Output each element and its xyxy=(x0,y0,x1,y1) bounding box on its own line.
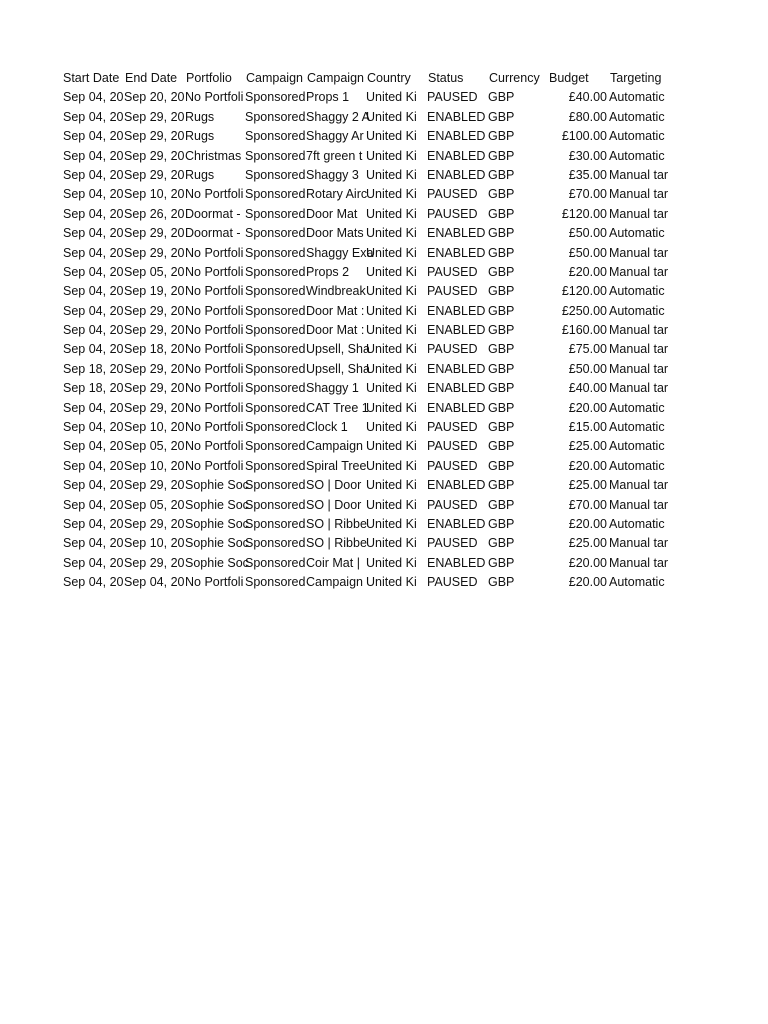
start-date-cell: Sep 04, 20 xyxy=(63,90,124,105)
budget-cell: £25.00 xyxy=(568,536,607,551)
end-date-cell: Sep 05, 20 xyxy=(124,439,185,454)
campaign-type-cell: Sponsored xyxy=(245,129,306,144)
campaign-cell: SO | Door xyxy=(306,497,362,512)
start-date-cell: Sep 04, 20 xyxy=(63,400,124,415)
campaign-cell: Props 2 xyxy=(306,264,350,279)
start-date-cell: Sep 04, 20 xyxy=(63,129,124,144)
table-row xyxy=(63,108,667,127)
country-cell: United Ki xyxy=(366,439,417,454)
start-date-cell: Sep 04, 20 xyxy=(63,284,124,299)
campaign-type-cell: Sponsored xyxy=(245,323,306,338)
targeting-cell: Automatic xyxy=(609,400,665,415)
start-date-cell: Sep 04, 20 xyxy=(63,167,124,182)
portfolio-cell: Rugs xyxy=(185,167,215,182)
currency-cell: GBP xyxy=(488,516,515,531)
budget-cell: £80.00 xyxy=(568,109,607,124)
header-end-date: End Date xyxy=(125,71,178,85)
table-row xyxy=(63,496,667,515)
end-date-cell: Sep 29, 20 xyxy=(124,303,185,318)
end-date-cell: Sep 29, 20 xyxy=(124,109,185,124)
header-currency: Currency xyxy=(489,71,540,85)
spreadsheet-table xyxy=(63,69,667,593)
budget-cell: £20.00 xyxy=(568,555,607,570)
end-date-cell: Sep 29, 20 xyxy=(124,555,185,570)
currency-cell: GBP xyxy=(488,497,515,512)
campaign-type-cell: Sponsored xyxy=(245,478,306,493)
start-date-cell: Sep 18, 20 xyxy=(63,381,124,396)
start-date-cell: Sep 04, 20 xyxy=(63,516,124,531)
targeting-cell: Manual tar xyxy=(609,381,669,396)
status-cell: PAUSED xyxy=(427,206,478,221)
currency-cell: GBP xyxy=(488,323,515,338)
currency-cell: GBP xyxy=(488,536,515,551)
end-date-cell: Sep 18, 20 xyxy=(124,342,185,357)
table-row xyxy=(63,185,667,204)
table-row xyxy=(63,573,667,592)
header-start-date: Start Date xyxy=(63,71,120,85)
campaign-type-cell: Sponsored xyxy=(245,497,306,512)
country-cell: United Ki xyxy=(366,381,417,396)
portfolio-cell: No Portfoli xyxy=(185,90,244,105)
portfolio-cell: No Portfoli xyxy=(185,400,244,415)
portfolio-cell: No Portfoli xyxy=(185,264,244,279)
status-cell: PAUSED xyxy=(427,536,478,551)
start-date-cell: Sep 04, 20 xyxy=(63,206,124,221)
campaign-type-cell: Sponsored xyxy=(245,555,306,570)
table-row xyxy=(63,457,667,476)
targeting-cell: Automatic xyxy=(609,109,665,124)
campaign-cell: SO | Ribbe xyxy=(306,536,367,551)
country-cell: United Ki xyxy=(366,536,417,551)
table-row xyxy=(63,437,667,456)
targeting-cell: Manual tar xyxy=(609,497,669,512)
currency-cell: GBP xyxy=(488,187,515,202)
currency-cell: GBP xyxy=(488,458,515,473)
country-cell: United Ki xyxy=(366,458,417,473)
status-cell: ENABLED xyxy=(427,109,486,124)
table-row xyxy=(63,379,667,398)
budget-cell: £25.00 xyxy=(568,478,607,493)
table-row xyxy=(63,476,667,495)
campaign-type-cell: Sponsored xyxy=(245,420,306,435)
table-row xyxy=(63,282,667,301)
header-campaign: Campaign xyxy=(307,71,364,85)
campaign-cell: Upsell, Sha xyxy=(306,361,370,376)
budget-cell: £30.00 xyxy=(568,148,607,163)
country-cell: United Ki xyxy=(366,187,417,202)
currency-cell: GBP xyxy=(488,206,515,221)
budget-cell: £50.00 xyxy=(568,226,607,241)
campaign-type-cell: Sponsored xyxy=(245,536,306,551)
table-row xyxy=(63,321,667,340)
targeting-cell: Automatic xyxy=(609,439,665,454)
targeting-cell: Manual tar xyxy=(609,206,669,221)
header-targeting: Targeting xyxy=(610,71,662,85)
campaign-cell: Door Mats xyxy=(306,226,364,241)
targeting-cell: Automatic xyxy=(609,575,665,590)
country-cell: United Ki xyxy=(366,109,417,124)
country-cell: United Ki xyxy=(366,303,417,318)
table-row xyxy=(63,147,667,166)
country-cell: United Ki xyxy=(366,516,417,531)
country-cell: United Ki xyxy=(366,129,417,144)
portfolio-cell: Doormat - xyxy=(185,226,241,241)
start-date-cell: Sep 04, 20 xyxy=(63,245,124,260)
currency-cell: GBP xyxy=(488,129,515,144)
campaign-cell: Campaign xyxy=(306,439,363,454)
start-date-cell: Sep 04, 20 xyxy=(63,323,124,338)
table-row xyxy=(63,554,667,573)
campaign-type-cell: Sponsored xyxy=(245,516,306,531)
end-date-cell: Sep 29, 20 xyxy=(124,129,185,144)
campaign-cell: Windbreak xyxy=(306,284,366,299)
table-row xyxy=(63,127,667,146)
campaign-cell: Campaign xyxy=(306,575,363,590)
start-date-cell: Sep 04, 20 xyxy=(63,226,124,241)
campaign-type-cell: Sponsored xyxy=(245,575,306,590)
end-date-cell: Sep 29, 20 xyxy=(124,400,185,415)
budget-cell: £250.00 xyxy=(561,303,607,318)
end-date-cell: Sep 29, 20 xyxy=(124,478,185,493)
targeting-cell: Manual tar xyxy=(609,264,669,279)
currency-cell: GBP xyxy=(488,245,515,260)
campaign-cell: Props 1 xyxy=(306,90,350,105)
budget-cell: £100.00 xyxy=(561,129,607,144)
status-cell: ENABLED xyxy=(427,516,486,531)
end-date-cell: Sep 29, 20 xyxy=(124,148,185,163)
start-date-cell: Sep 04, 20 xyxy=(63,439,124,454)
currency-cell: GBP xyxy=(488,420,515,435)
campaign-type-cell: Sponsored xyxy=(245,90,306,105)
campaign-cell: SO | Ribbe xyxy=(306,516,367,531)
targeting-cell: Automatic xyxy=(609,458,665,473)
status-cell: PAUSED xyxy=(427,420,478,435)
country-cell: United Ki xyxy=(366,167,417,182)
budget-cell: £160.00 xyxy=(561,323,607,338)
end-date-cell: Sep 10, 20 xyxy=(124,536,185,551)
status-cell: ENABLED xyxy=(427,226,486,241)
table-row xyxy=(63,340,667,359)
campaign-type-cell: Sponsored xyxy=(245,458,306,473)
status-cell: PAUSED xyxy=(427,497,478,512)
targeting-cell: Manual tar xyxy=(609,342,669,357)
portfolio-cell: Sophie Soc xyxy=(185,536,249,551)
campaign-type-cell: Sponsored xyxy=(245,245,306,260)
header-status: Status xyxy=(428,71,464,85)
country-cell: United Ki xyxy=(366,342,417,357)
status-cell: PAUSED xyxy=(427,458,478,473)
portfolio-cell: No Portfoli xyxy=(185,420,244,435)
campaign-type-cell: Sponsored xyxy=(245,303,306,318)
table-row xyxy=(63,224,667,243)
status-cell: PAUSED xyxy=(427,264,478,279)
end-date-cell: Sep 04, 20 xyxy=(124,575,185,590)
targeting-cell: Automatic xyxy=(609,226,665,241)
campaign-cell: Door Mat xyxy=(306,206,358,221)
portfolio-cell: No Portfoli xyxy=(185,187,244,202)
budget-cell: £120.00 xyxy=(561,206,607,221)
campaign-cell: Upsell, Sha xyxy=(306,342,370,357)
status-cell: PAUSED xyxy=(427,575,478,590)
currency-cell: GBP xyxy=(488,109,515,124)
country-cell: United Ki xyxy=(366,206,417,221)
end-date-cell: Sep 29, 20 xyxy=(124,361,185,376)
table-row xyxy=(63,244,667,263)
country-cell: United Ki xyxy=(366,497,417,512)
start-date-cell: Sep 04, 20 xyxy=(63,420,124,435)
header-budget: Budget xyxy=(549,71,589,85)
targeting-cell: Manual tar xyxy=(609,478,669,493)
campaign-type-cell: Sponsored xyxy=(245,361,306,376)
portfolio-cell: No Portfoli xyxy=(185,342,244,357)
start-date-cell: Sep 04, 20 xyxy=(63,458,124,473)
targeting-cell: Manual tar xyxy=(609,167,669,182)
status-cell: PAUSED xyxy=(427,284,478,299)
campaign-type-cell: Sponsored xyxy=(245,109,306,124)
portfolio-cell: No Portfoli xyxy=(185,381,244,396)
currency-cell: GBP xyxy=(488,226,515,241)
campaign-cell: SO | Door xyxy=(306,478,362,493)
targeting-cell: Automatic xyxy=(609,284,665,299)
campaign-type-cell: Sponsored xyxy=(245,439,306,454)
campaign-cell: CAT Tree 1 xyxy=(306,400,369,415)
campaign-type-cell: Sponsored xyxy=(245,381,306,396)
campaign-cell: Door Mat : xyxy=(306,323,365,338)
targeting-cell: Automatic xyxy=(609,516,665,531)
targeting-cell: Automatic xyxy=(609,90,665,105)
budget-cell: £15.00 xyxy=(568,420,607,435)
currency-cell: GBP xyxy=(488,342,515,357)
end-date-cell: Sep 10, 20 xyxy=(124,187,185,202)
country-cell: United Ki xyxy=(366,478,417,493)
end-date-cell: Sep 26, 20 xyxy=(124,206,185,221)
campaign-type-cell: Sponsored xyxy=(245,342,306,357)
start-date-cell: Sep 04, 20 xyxy=(63,109,124,124)
currency-cell: GBP xyxy=(488,555,515,570)
table-row xyxy=(63,534,667,553)
budget-cell: £20.00 xyxy=(568,516,607,531)
budget-cell: £120.00 xyxy=(561,284,607,299)
targeting-cell: Automatic xyxy=(609,303,665,318)
targeting-cell: Automatic xyxy=(609,420,665,435)
status-cell: ENABLED xyxy=(427,245,486,260)
start-date-cell: Sep 04, 20 xyxy=(63,187,124,202)
currency-cell: GBP xyxy=(488,303,515,318)
portfolio-cell: No Portfoli xyxy=(185,575,244,590)
budget-cell: £20.00 xyxy=(568,400,607,415)
end-date-cell: Sep 29, 20 xyxy=(124,245,185,260)
start-date-cell: Sep 04, 20 xyxy=(63,497,124,512)
table-row xyxy=(63,205,667,224)
campaign-cell: Clock 1 xyxy=(306,420,348,435)
start-date-cell: Sep 04, 20 xyxy=(63,342,124,357)
currency-cell: GBP xyxy=(488,167,515,182)
status-cell: ENABLED xyxy=(427,381,486,396)
portfolio-cell: Doormat - xyxy=(185,206,241,221)
portfolio-cell: Sophie Soc xyxy=(185,555,249,570)
portfolio-cell: No Portfoli xyxy=(185,458,244,473)
status-cell: ENABLED xyxy=(427,478,486,493)
status-cell: PAUSED xyxy=(427,90,478,105)
start-date-cell: Sep 04, 20 xyxy=(63,148,124,163)
country-cell: United Ki xyxy=(366,284,417,299)
start-date-cell: Sep 04, 20 xyxy=(63,303,124,318)
end-date-cell: Sep 05, 20 xyxy=(124,264,185,279)
targeting-cell: Manual tar xyxy=(609,323,669,338)
campaign-cell: Spiral Tree xyxy=(306,458,367,473)
status-cell: ENABLED xyxy=(427,303,486,318)
currency-cell: GBP xyxy=(488,148,515,163)
start-date-cell: Sep 04, 20 xyxy=(63,264,124,279)
campaign-type-cell: Sponsored xyxy=(245,167,306,182)
currency-cell: GBP xyxy=(488,575,515,590)
currency-cell: GBP xyxy=(488,400,515,415)
portfolio-cell: Sophie Soc xyxy=(185,478,249,493)
status-cell: PAUSED xyxy=(427,342,478,357)
portfolio-cell: Sophie Soc xyxy=(185,497,249,512)
targeting-cell: Automatic xyxy=(609,129,665,144)
campaign-type-cell: Sponsored xyxy=(245,187,306,202)
country-cell: United Ki xyxy=(366,90,417,105)
table-row xyxy=(63,515,667,534)
targeting-cell: Manual tar xyxy=(609,245,669,260)
country-cell: United Ki xyxy=(366,245,417,260)
portfolio-cell: No Portfoli xyxy=(185,439,244,454)
portfolio-cell: No Portfoli xyxy=(185,245,244,260)
country-cell: United Ki xyxy=(366,264,417,279)
portfolio-cell: Rugs xyxy=(185,129,215,144)
start-date-cell: Sep 04, 20 xyxy=(63,536,124,551)
status-cell: PAUSED xyxy=(427,439,478,454)
country-cell: United Ki xyxy=(366,148,417,163)
end-date-cell: Sep 10, 20 xyxy=(124,420,185,435)
campaign-cell: Coir Mat | xyxy=(306,555,360,570)
currency-cell: GBP xyxy=(488,439,515,454)
budget-cell: £50.00 xyxy=(568,361,607,376)
status-cell: ENABLED xyxy=(427,148,486,163)
budget-cell: £20.00 xyxy=(568,458,607,473)
campaign-type-cell: Sponsored xyxy=(245,148,306,163)
country-cell: United Ki xyxy=(366,361,417,376)
campaign-type-cell: Sponsored xyxy=(245,206,306,221)
country-cell: United Ki xyxy=(366,400,417,415)
portfolio-cell: Sophie Soc xyxy=(185,516,249,531)
campaign-cell: Door Mat : xyxy=(306,303,365,318)
campaign-cell: Shaggy 2 A xyxy=(306,109,370,124)
currency-cell: GBP xyxy=(488,264,515,279)
country-cell: United Ki xyxy=(366,323,417,338)
table-row xyxy=(63,302,667,321)
start-date-cell: Sep 04, 20 xyxy=(63,478,124,493)
campaign-cell: Shaggy 3 xyxy=(306,167,359,182)
table-row xyxy=(63,399,667,418)
end-date-cell: Sep 05, 20 xyxy=(124,497,185,512)
end-date-cell: Sep 19, 20 xyxy=(124,284,185,299)
status-cell: ENABLED xyxy=(427,361,486,376)
budget-cell: £20.00 xyxy=(568,264,607,279)
budget-cell: £70.00 xyxy=(568,497,607,512)
table-row xyxy=(63,263,667,282)
portfolio-cell: No Portfoli xyxy=(185,361,244,376)
portfolio-cell: Christmas xyxy=(185,148,242,163)
campaign-cell: Shaggy Ar xyxy=(306,129,364,144)
targeting-cell: Automatic xyxy=(609,148,665,163)
country-cell: United Ki xyxy=(366,575,417,590)
budget-cell: £20.00 xyxy=(568,575,607,590)
campaign-type-cell: Sponsored xyxy=(245,284,306,299)
campaign-cell: Rotary Airc xyxy=(306,187,368,202)
campaign-cell: 7ft green t xyxy=(306,148,363,163)
budget-cell: £40.00 xyxy=(568,90,607,105)
header-portfolio: Portfolio xyxy=(186,71,232,85)
budget-cell: £35.00 xyxy=(568,167,607,182)
status-cell: PAUSED xyxy=(427,187,478,202)
country-cell: United Ki xyxy=(366,420,417,435)
currency-cell: GBP xyxy=(488,90,515,105)
targeting-cell: Manual tar xyxy=(609,555,669,570)
start-date-cell: Sep 04, 20 xyxy=(63,575,124,590)
status-cell: ENABLED xyxy=(427,555,486,570)
header-row xyxy=(63,69,667,88)
table-row xyxy=(63,418,667,437)
portfolio-cell: No Portfoli xyxy=(185,284,244,299)
budget-cell: £25.00 xyxy=(568,439,607,454)
country-cell: United Ki xyxy=(366,555,417,570)
table-row xyxy=(63,166,667,185)
budget-cell: £75.00 xyxy=(568,342,607,357)
end-date-cell: Sep 29, 20 xyxy=(124,381,185,396)
status-cell: ENABLED xyxy=(427,167,486,182)
table-row xyxy=(63,360,667,379)
currency-cell: GBP xyxy=(488,478,515,493)
country-cell: United Ki xyxy=(366,226,417,241)
currency-cell: GBP xyxy=(488,284,515,299)
header-campaign-type: Campaign xyxy=(246,71,303,85)
portfolio-cell: No Portfoli xyxy=(185,323,244,338)
targeting-cell: Manual tar xyxy=(609,187,669,202)
table-row xyxy=(63,88,667,107)
end-date-cell: Sep 29, 20 xyxy=(124,226,185,241)
campaign-type-cell: Sponsored xyxy=(245,400,306,415)
campaign-cell: Shaggy Exa xyxy=(306,245,374,260)
status-cell: ENABLED xyxy=(427,400,486,415)
status-cell: ENABLED xyxy=(427,129,486,144)
budget-cell: £40.00 xyxy=(568,381,607,396)
portfolio-cell: Rugs xyxy=(185,109,215,124)
header-country: Country xyxy=(367,71,411,85)
start-date-cell: Sep 04, 20 xyxy=(63,555,124,570)
currency-cell: GBP xyxy=(488,361,515,376)
end-date-cell: Sep 10, 20 xyxy=(124,458,185,473)
end-date-cell: Sep 29, 20 xyxy=(124,516,185,531)
start-date-cell: Sep 18, 20 xyxy=(63,361,124,376)
end-date-cell: Sep 20, 20 xyxy=(124,90,185,105)
campaign-type-cell: Sponsored xyxy=(245,226,306,241)
budget-cell: £50.00 xyxy=(568,245,607,260)
end-date-cell: Sep 29, 20 xyxy=(124,323,185,338)
targeting-cell: Manual tar xyxy=(609,536,669,551)
targeting-cell: Manual tar xyxy=(609,361,669,376)
campaign-cell: Shaggy 1 xyxy=(306,381,359,396)
campaign-type-cell: Sponsored xyxy=(245,264,306,279)
table-body xyxy=(63,88,667,592)
end-date-cell: Sep 29, 20 xyxy=(124,167,185,182)
portfolio-cell: No Portfoli xyxy=(185,303,244,318)
status-cell: ENABLED xyxy=(427,323,486,338)
budget-cell: £70.00 xyxy=(568,187,607,202)
currency-cell: GBP xyxy=(488,381,515,396)
